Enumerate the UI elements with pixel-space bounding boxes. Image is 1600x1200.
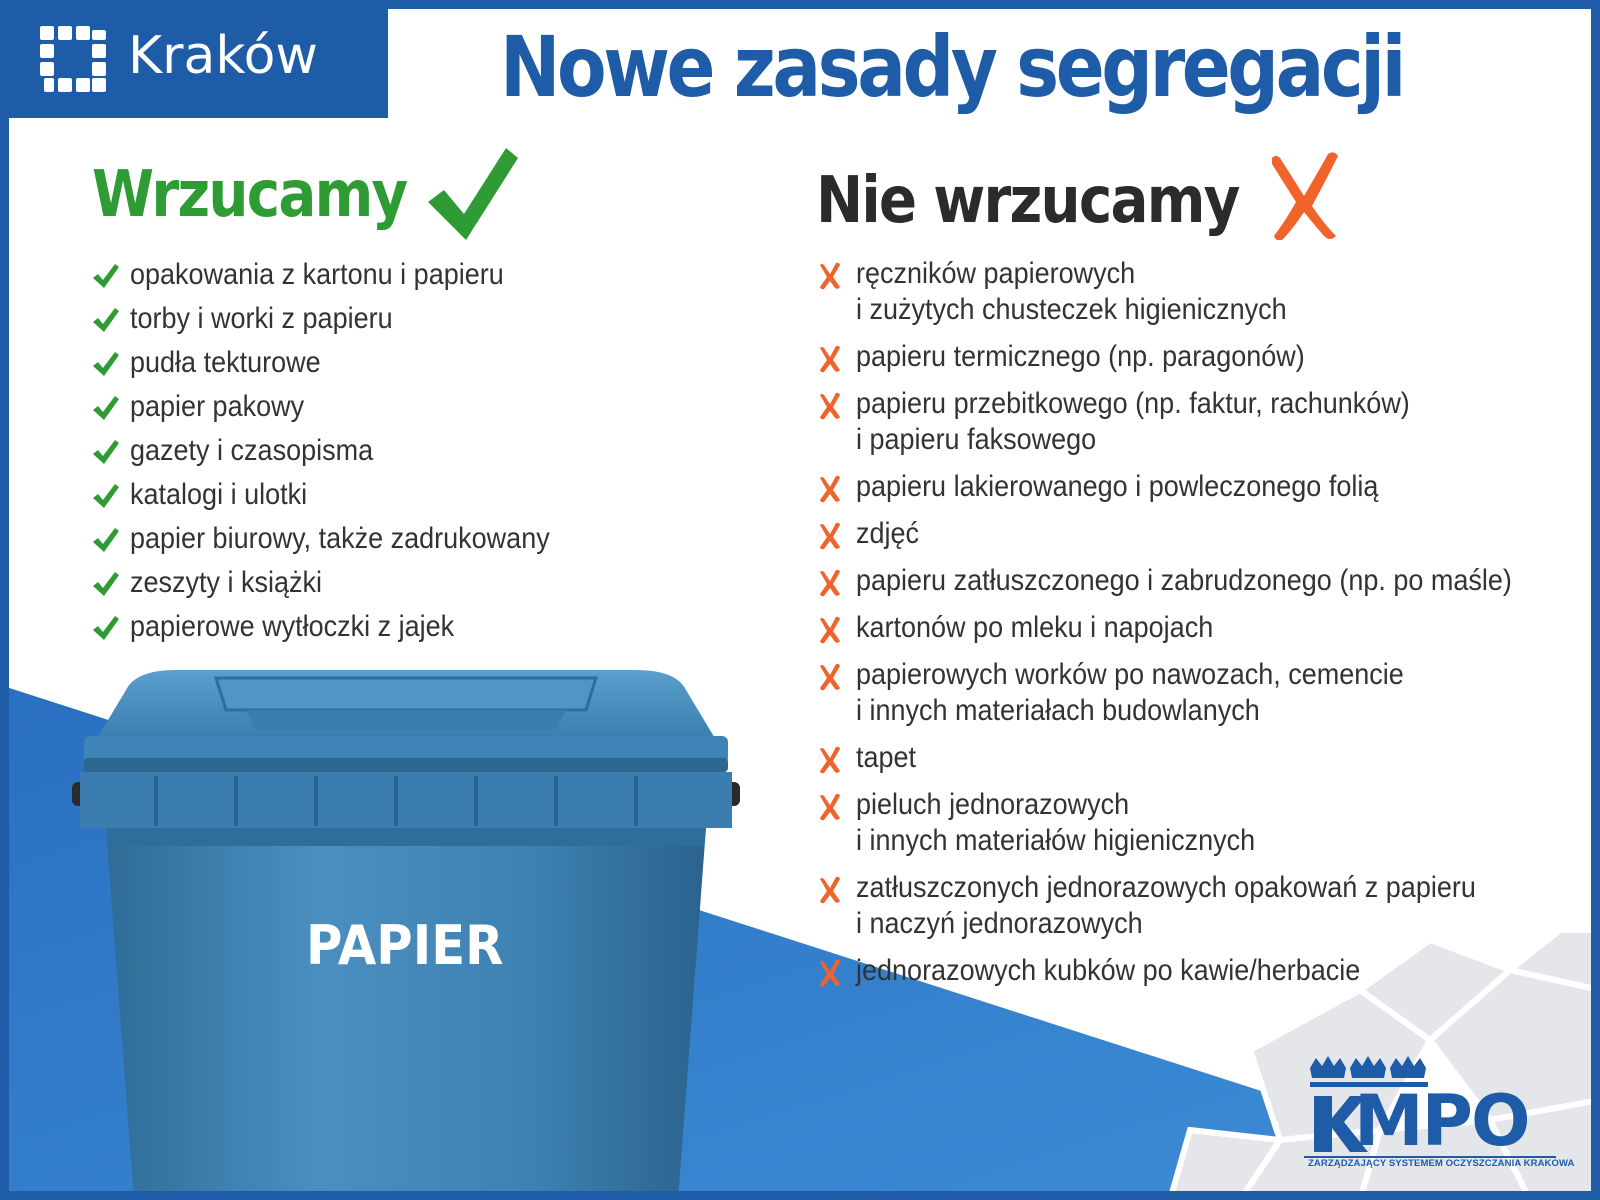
cross-icon: [818, 663, 842, 691]
not-allowed-item: [816, 610, 1585, 646]
not-allowed-item-line: i innych materiałach budowlanych: [856, 694, 1260, 727]
check-icon: [92, 483, 120, 509]
allowed-item: [92, 297, 596, 341]
check-icon: [92, 615, 120, 641]
not-allowed-item: [816, 563, 1585, 599]
mpo-logo-letters: MPO: [1354, 1080, 1529, 1162]
allowed-item-label: opakowania z kartonu i papieru: [130, 258, 504, 291]
allowed-item: [92, 385, 596, 429]
cross-icon: [818, 793, 842, 821]
allowed-item-label: pudła tekturowe: [130, 346, 321, 379]
bin-label: PAPIER: [306, 914, 504, 977]
not-allowed-item: [816, 469, 1585, 505]
not-allowed-item-line: papieru przebitkowego (np. faktur, rachunków): [856, 387, 1410, 420]
check-icon: [92, 439, 120, 465]
allowed-item: [92, 605, 596, 649]
not-allowed-item: [816, 339, 1585, 375]
not-allowed-item: [816, 516, 1585, 552]
not-allowed-item-line: i papieru faksowego: [856, 423, 1097, 456]
not-allowed-item-line: pieluch jednorazowych: [856, 788, 1130, 821]
allowed-item: [92, 341, 596, 385]
not-allowed-item: [816, 740, 1585, 776]
allowed-item: [92, 473, 596, 517]
not-allowed-item-line: papieru zatłuszczonego i zabrudzonego (np. po maśle): [856, 564, 1512, 597]
allowed-item-label: papier pakowy: [130, 390, 305, 423]
krakow-logo: [0, 0, 388, 118]
allowed-item-label: zeszyty i książki: [130, 566, 323, 599]
cross-icon: [818, 569, 842, 597]
check-icon: [424, 144, 520, 244]
allowed-item: [92, 561, 596, 605]
not-allowed-item-line: jednorazowych kubków po kawie/herbacie: [856, 954, 1361, 987]
not-allowed-item-line: i innych materiałów higienicznych: [856, 824, 1256, 857]
city-name: Kraków: [128, 26, 318, 86]
not-allowed-item-line: papierowych worków po nawozach, cemencie: [856, 658, 1404, 691]
cross-icon: [818, 475, 842, 503]
not-allowed-item: [816, 386, 1585, 458]
check-icon: [92, 527, 120, 553]
check-icon: [92, 351, 120, 377]
allowed-item: [92, 517, 596, 561]
not-allowed-item: [816, 953, 1585, 989]
not-allowed-item-line: papieru termicznego (np. paragonów): [856, 340, 1305, 373]
allowed-item-label: papierowe wytłoczki z jajek: [130, 610, 455, 643]
cross-icon: [818, 522, 842, 550]
allowed-item-label: papier biurowy, także zadrukowany: [130, 522, 550, 555]
not-allowed-item-line: kartonów po mleku i napojach: [856, 611, 1214, 644]
not-allowed-item-line: i zużytych chusteczek higienicznych: [856, 293, 1287, 326]
not-allowed-item-line: papieru lakierowanego i powleczonego folią: [856, 470, 1379, 503]
not-allowed-item: [816, 657, 1585, 729]
cross-icon: [818, 876, 842, 904]
cross-icon: [818, 959, 842, 987]
cross-icon: [818, 345, 842, 373]
check-icon: [92, 395, 120, 421]
not-allowed-item: [816, 787, 1585, 859]
not-allowed-item-line: zatłuszczonych jednorazowych opakowań z papieru: [856, 871, 1476, 904]
krakow-city-icon: [40, 26, 106, 92]
page-title: Nowe zasady segregacji: [500, 18, 1403, 116]
not-allowed-list: [816, 256, 1585, 1000]
not-allowed-item-line: i naczyń jednorazowych: [856, 907, 1143, 940]
not-allowed-item: [816, 870, 1585, 942]
check-icon: [92, 571, 120, 597]
cross-icon: [818, 262, 842, 290]
allowed-item: [92, 429, 596, 473]
cross-icon: [818, 616, 842, 644]
cross-icon: [818, 746, 842, 774]
not-allowed-item-line: ręczników papierowych: [856, 257, 1136, 290]
not-allowed-item-line: tapet: [856, 741, 917, 774]
allowed-item: [92, 253, 596, 297]
not-allowed-heading: Nie wrzucamy: [816, 164, 1239, 238]
cross-icon: [1266, 150, 1340, 240]
mpo-tagline: ZARZĄDZAJĄCY SYSTEMEM OCZYSZCZANIA KRAKOWA: [1308, 1158, 1575, 1169]
allowed-list: [92, 253, 596, 649]
allowed-item-label: torby i worki z papieru: [130, 302, 393, 335]
not-allowed-item-line: zdjęć: [856, 517, 920, 550]
cross-icon: [818, 392, 842, 420]
check-icon: [92, 307, 120, 333]
allowed-item-label: gazety i czasopisma: [130, 434, 374, 467]
allowed-item-label: katalogi i ulotki: [130, 478, 308, 511]
not-allowed-item: [816, 256, 1585, 328]
allowed-heading: Wrzucamy: [92, 158, 407, 232]
check-icon: [92, 263, 120, 289]
